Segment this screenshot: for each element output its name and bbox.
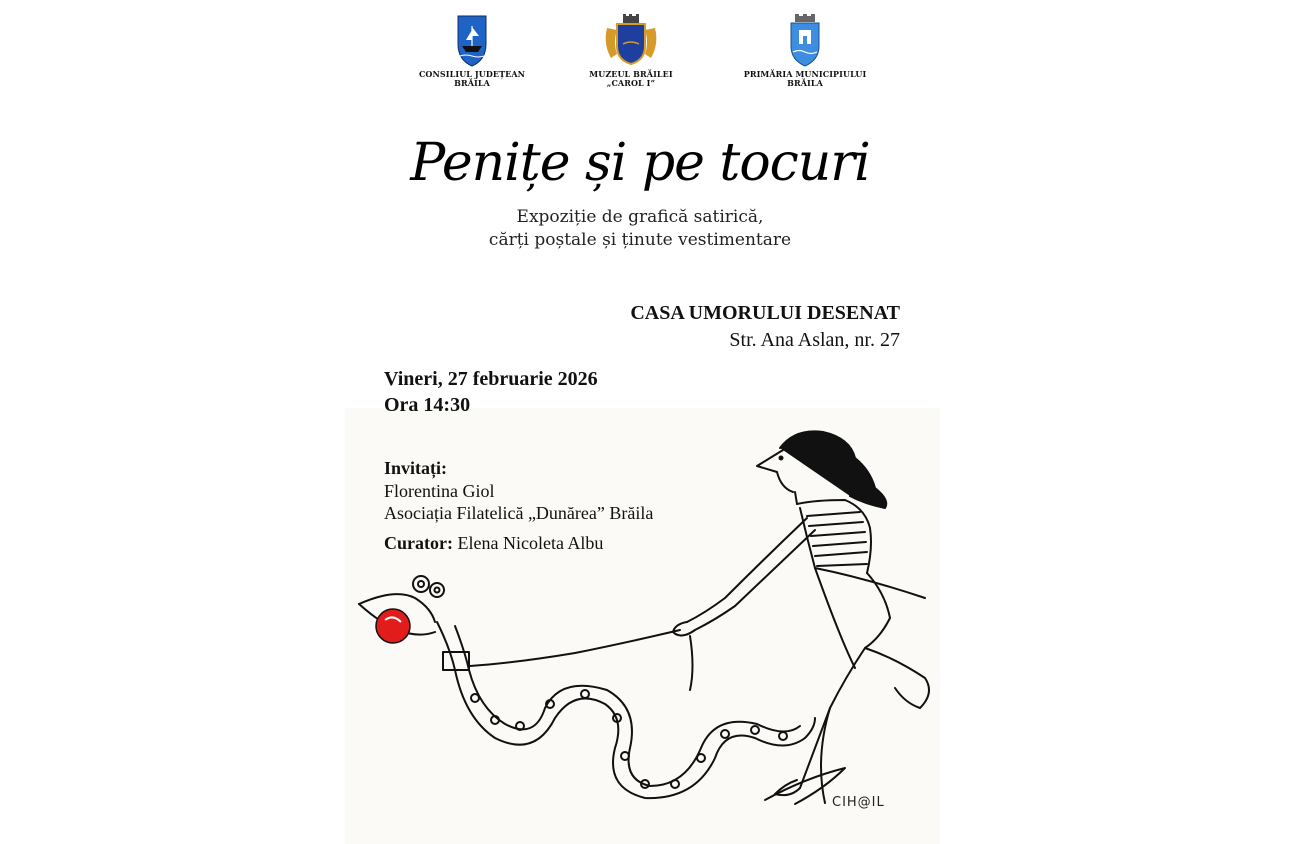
event-date: Vineri, 27 februarie 2026 (384, 368, 598, 390)
red-apple-icon (376, 609, 410, 643)
event-time: Ora 14:30 (384, 394, 471, 416)
artist-signature: CIH@IL (832, 795, 885, 810)
guest-item: Asociația Filatelică „Dunărea” Brăila (384, 503, 654, 523)
logo-caption-line2: BRĂILA (787, 78, 823, 88)
consiliul-judetean-crest-icon (442, 14, 502, 68)
logo-caption-line1: PRIMĂRIA MUNICIPIULUI (743, 69, 867, 79)
logo-muzeul-brailei (556, 14, 706, 88)
event-subtitle-line1: Expoziție de grafică satirică, (516, 207, 764, 227)
event-subtitle-line2: cărți poștale și ținute vestimentare (488, 230, 792, 250)
curator-label: Curator: (384, 533, 453, 553)
primaria-crest-icon (775, 14, 835, 68)
event-title: Penițe și pe tocuri (410, 133, 870, 193)
muzeul-brailei-crest-icon (601, 14, 661, 68)
guest-item: Florentina Giol (384, 481, 495, 501)
logo-primaria-municipiului (730, 14, 880, 88)
venue-address: Str. Ana Aslan, nr. 27 (729, 329, 900, 351)
guests-label: Invitați: (384, 458, 447, 478)
logo-caption-line2: „CAROL I” (606, 78, 656, 88)
logo-consiliul-judetean (397, 14, 547, 88)
logo-caption-line1: CONSILIUL JUDEȚEAN (418, 69, 526, 79)
logo-caption-line2: BRĂILA (454, 78, 490, 88)
venue-name: CASA UMORULUI DESENAT (630, 302, 900, 324)
curator-line (384, 532, 603, 554)
curator-name: Elena Nicoleta Albu (457, 533, 604, 553)
logo-caption-line1: MUZEUL BRĂILEI (589, 69, 673, 79)
